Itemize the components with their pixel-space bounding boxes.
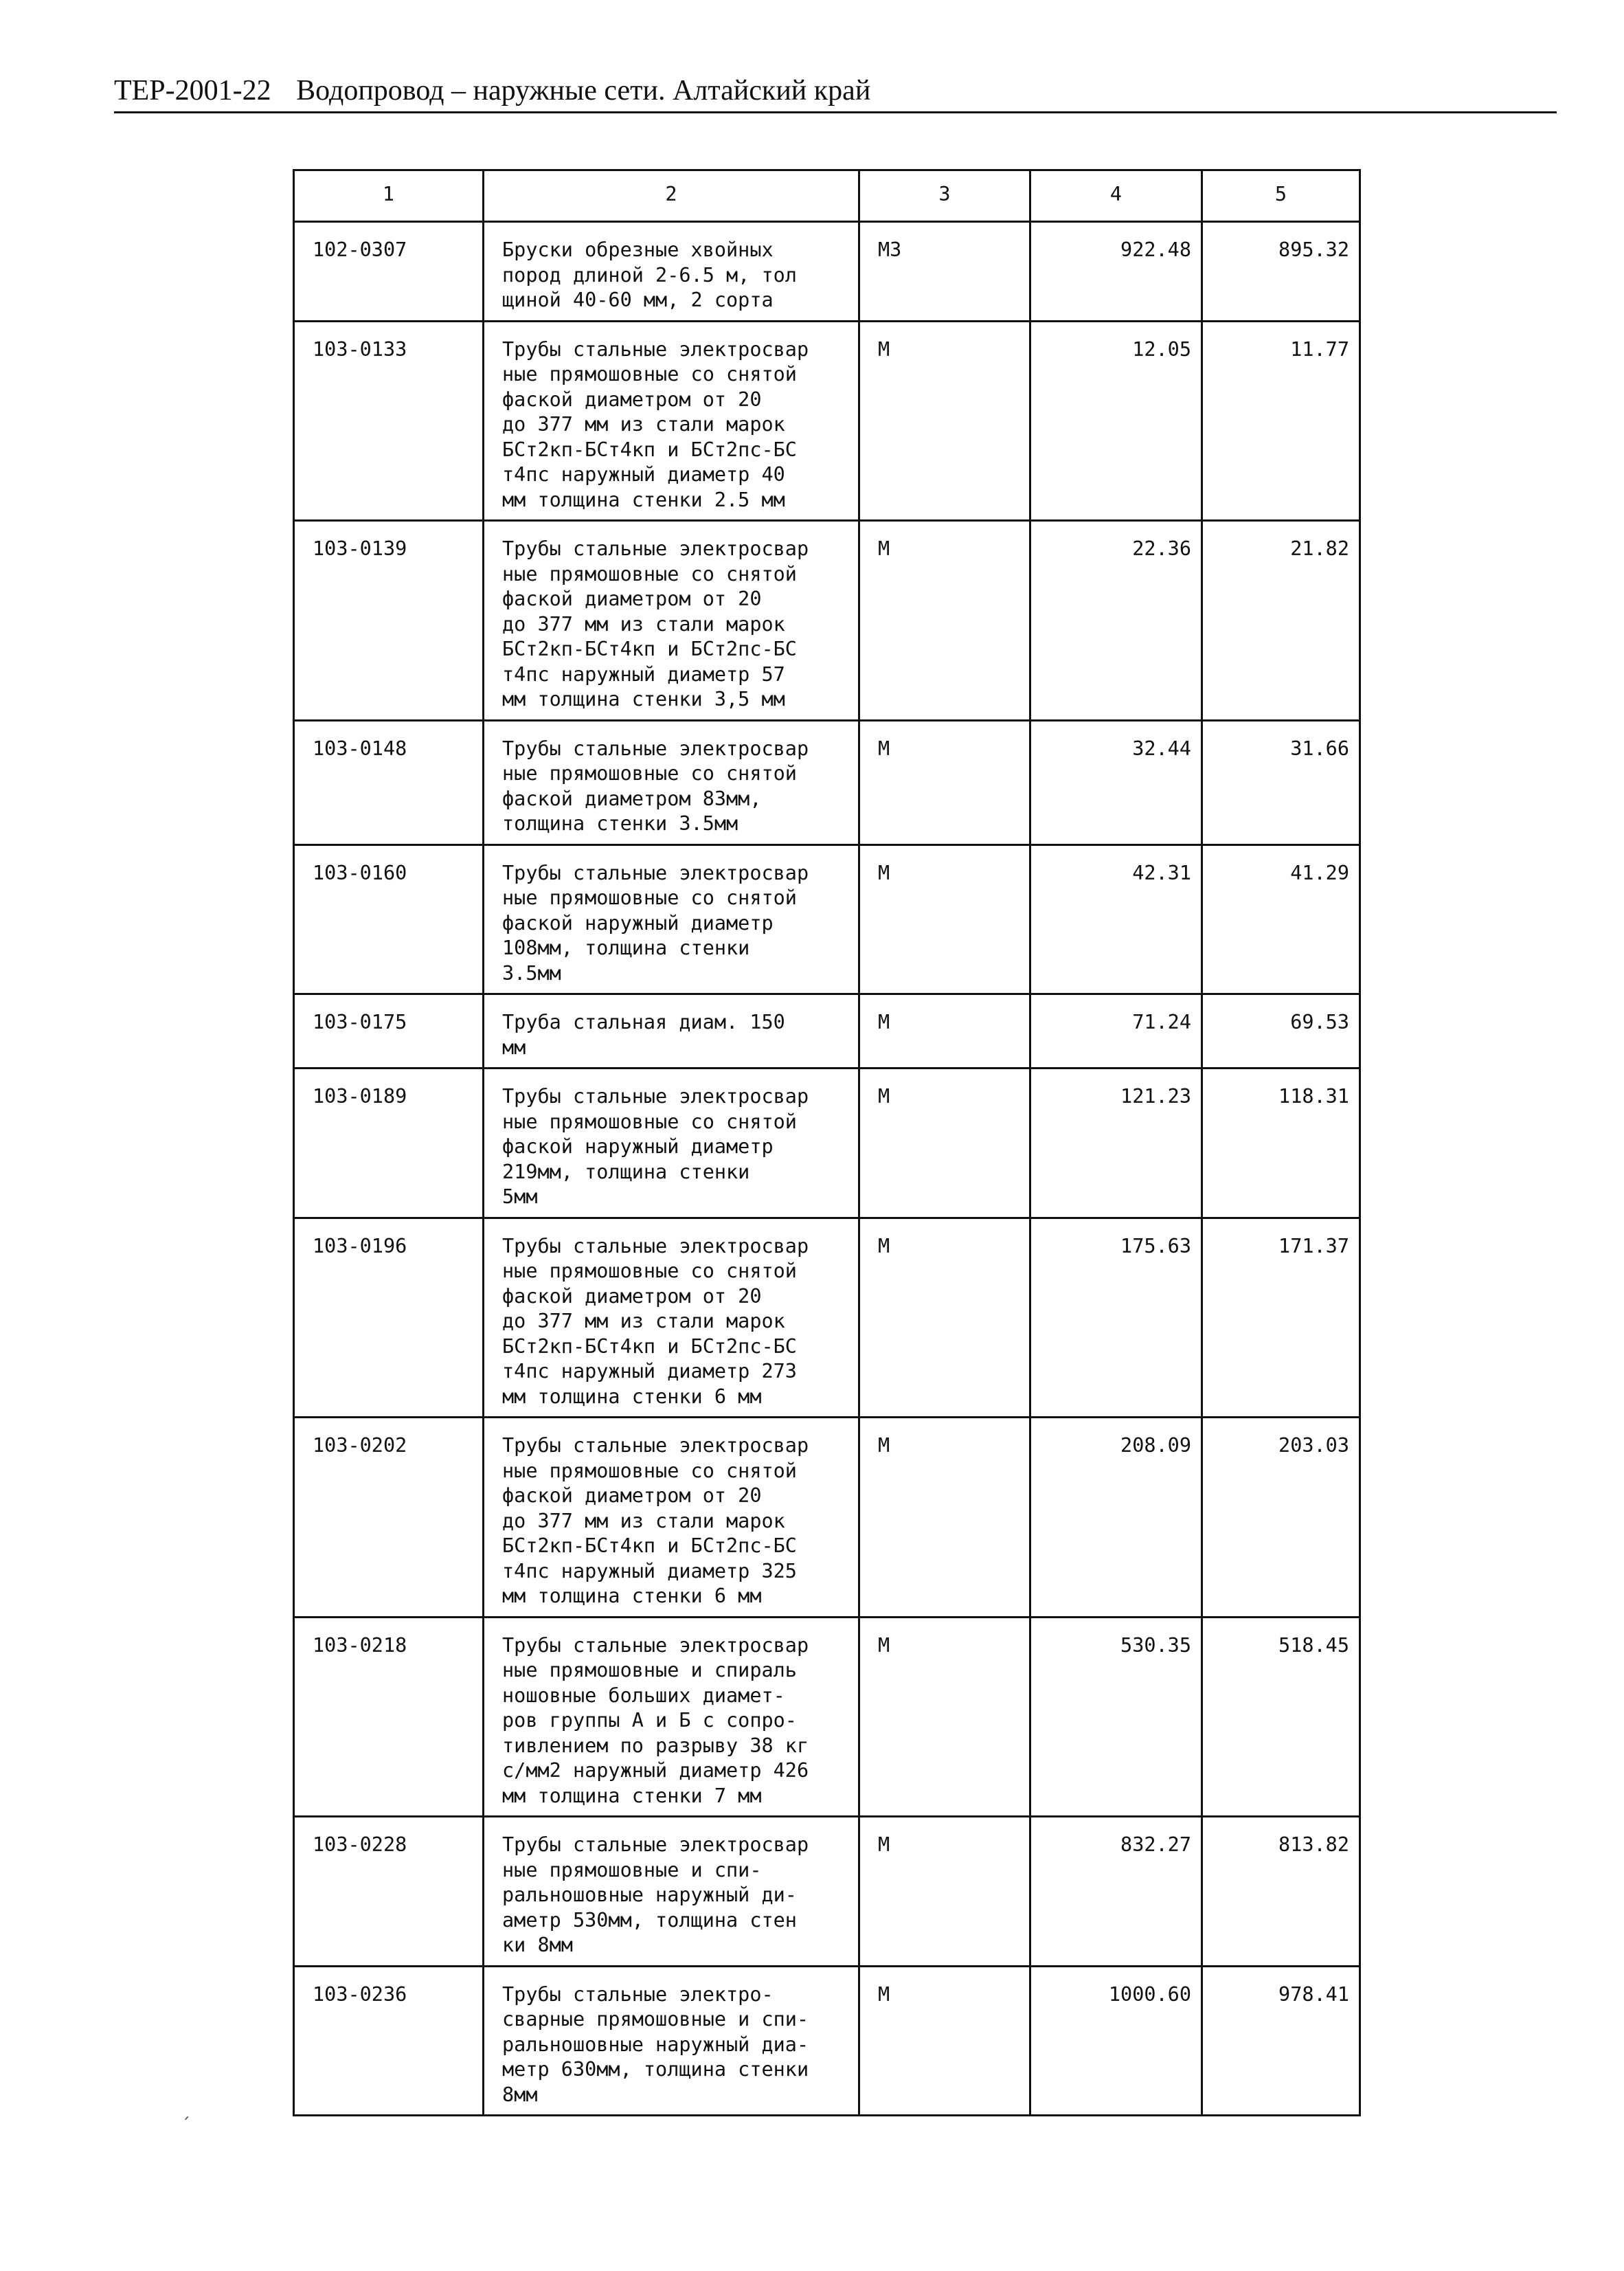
unit-of-measure: М [859,1617,1030,1817]
column-number-2: 2 [484,170,859,222]
price-column-4: 530.35 [1030,1617,1202,1817]
price-column-4: 22.36 [1030,521,1202,721]
price-column-4: 1000.60 [1030,1966,1202,2116]
price-column-4: 12.05 [1030,321,1202,521]
material-description: Трубы стальные электросвар ные прямошовные со снятой фаской диаметром от 20 до 377 мм из стали марок БСт2кп-БСт4кп и БСт2пс-БС т4пс наружный диаметр 325 мм толщина стенки 6 мм [484,1418,859,1618]
unit-of-measure: М3 [859,222,1030,322]
column-number-4: 4 [1030,170,1202,222]
material-description: Трубы стальные электросвар ные прямошовные со снятой фаской диаметром от 20 до 377 мм из стали марок БСт2кп-БСт4кп и БСт2пс-БС т4пс наружный диаметр 57 мм толщина стенки 3,5 мм [484,521,859,721]
price-column-4: 208.09 [1030,1418,1202,1618]
column-number-row [294,170,1360,222]
material-code: 103-0160 [294,844,484,994]
unit-of-measure: М [859,720,1030,844]
table-row [294,994,1360,1069]
material-code: 103-0175 [294,994,484,1069]
price-column-4: 42.31 [1030,844,1202,994]
price-column-5: 69.53 [1202,994,1360,1069]
price-column-4: 121.23 [1030,1069,1202,1218]
column-number-1: 1 [294,170,484,222]
unit-of-measure: М [859,321,1030,521]
table-row [294,1617,1360,1817]
page-header [114,74,870,107]
price-column-5: 118.31 [1202,1069,1360,1218]
table-row [294,1817,1360,1967]
material-code: 103-0218 [294,1617,484,1817]
material-code: 102-0307 [294,222,484,322]
material-code: 103-0189 [294,1069,484,1218]
column-number-5: 5 [1202,170,1360,222]
material-code: 103-0196 [294,1218,484,1418]
material-description: Бруски обрезные хвойных пород длиной 2-6.5 м, тол щиной 40-60 мм, 2 сорта [484,222,859,322]
table-row [294,321,1360,521]
price-column-4: 922.48 [1030,222,1202,322]
price-column-5: 895.32 [1202,222,1360,322]
material-code: 103-0236 [294,1966,484,2116]
table-row [294,1966,1360,2116]
price-column-4: 71.24 [1030,994,1202,1069]
material-description: Трубы стальные электросвар ные прямошовные со снятой фаской диаметром от 20 до 377 мм из стали марок БСт2кп-БСт4кп и БСт2пс-БС т4пс наружный диаметр 40 мм толщина стенки 2.5 мм [484,321,859,521]
table-row [294,1218,1360,1418]
material-code: 103-0133 [294,321,484,521]
price-column-4: 175.63 [1030,1218,1202,1418]
stray-mark: ˊ [181,2115,190,2136]
price-column-5: 31.66 [1202,720,1360,844]
price-column-5: 978.41 [1202,1966,1360,2116]
table-row [294,521,1360,721]
price-column-5: 171.37 [1202,1218,1360,1418]
material-description: Трубы стальные электросвар ные прямошовные и спи- ральношовные наружный ди- аметр 530мм, толщина стен ки 8мм [484,1817,859,1967]
price-column-5: 41.29 [1202,844,1360,994]
column-number-3: 3 [859,170,1030,222]
material-description: Труба стальная диам. 150 мм [484,994,859,1069]
material-description: Трубы стальные электросвар ные прямошовные со снятой фаской наружный диаметр 108мм, толщина стенки 3.5мм [484,844,859,994]
document-code: ТЕР-2001-22 [114,75,271,107]
document-title: Водопровод – наружные сети. Алтайский край [296,75,871,107]
material-description: Трубы стальные электросвар ные прямошовные со снятой фаской наружный диаметр 219мм, толщина стенки 5мм [484,1069,859,1218]
price-column-5: 518.45 [1202,1617,1360,1817]
price-column-5: 813.82 [1202,1817,1360,1967]
unit-of-measure: М [859,994,1030,1069]
table-row [294,1069,1360,1218]
price-column-4: 832.27 [1030,1817,1202,1967]
unit-of-measure: М [859,844,1030,994]
unit-of-measure: М [859,1069,1030,1218]
table-row [294,1418,1360,1618]
table-row [294,222,1360,322]
material-description: Трубы стальные электросвар ные прямошовные со снятой фаской диаметром 83мм, толщина стенки 3.5мм [484,720,859,844]
price-table [293,169,1361,2116]
price-column-4: 32.44 [1030,720,1202,844]
unit-of-measure: М [859,1817,1030,1967]
table-row [294,720,1360,844]
table-row [294,844,1360,994]
header-divider [114,111,1557,113]
unit-of-measure: М [859,1418,1030,1618]
price-table-body [294,170,1360,2116]
price-column-5: 11.77 [1202,321,1360,521]
material-description: Трубы стальные электросвар ные прямошовные и спираль ношовные больших диамет- ров группы А и Б с сопро- тивлением по разрыву 38 кг с/мм2 наружный диаметр 426 мм толщина стенки 7 мм [484,1617,859,1817]
material-code: 103-0139 [294,521,484,721]
material-code: 103-0202 [294,1418,484,1618]
material-code: 103-0148 [294,720,484,844]
price-column-5: 203.03 [1202,1418,1360,1618]
price-column-5: 21.82 [1202,521,1360,721]
unit-of-measure: М [859,1218,1030,1418]
material-code: 103-0228 [294,1817,484,1967]
unit-of-measure: М [859,1966,1030,2116]
unit-of-measure: М [859,521,1030,721]
material-description: Трубы стальные электро- сварные прямошовные и спи- ральношовные наружный диа- метр 630мм, толщина стенки 8мм [484,1966,859,2116]
material-description: Трубы стальные электросвар ные прямошовные со снятой фаской диаметром от 20 до 377 мм из стали марок БСт2кп-БСт4кп и БСт2пс-БС т4пс наружный диаметр 273 мм толщина стенки 6 мм [484,1218,859,1418]
